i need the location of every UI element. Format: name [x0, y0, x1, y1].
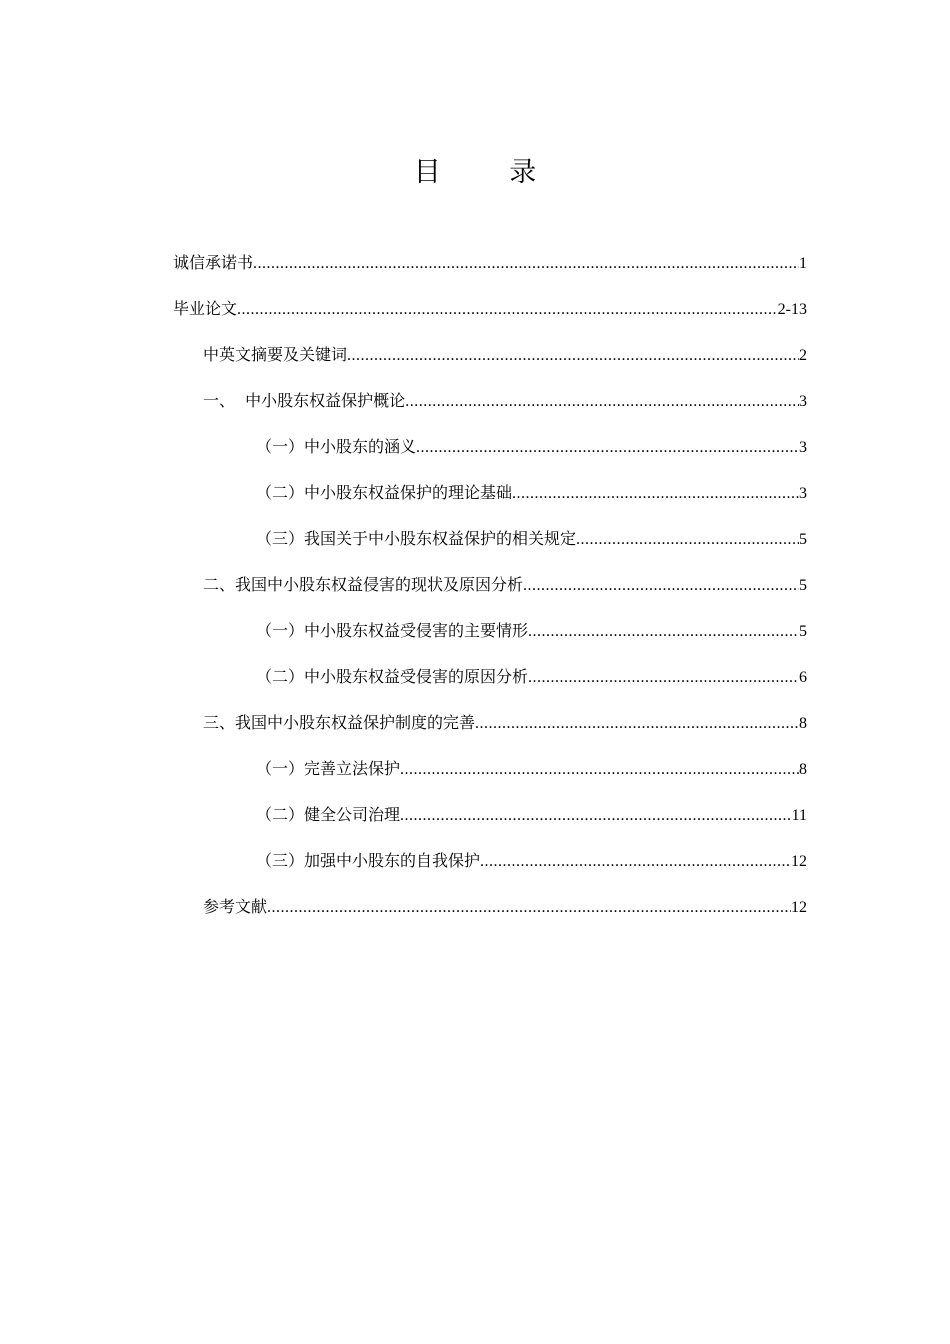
toc-entry-label: （三）加强中小股东的自我保护 [256, 851, 481, 870]
toc-entry-page: 5 [799, 531, 807, 548]
toc-entry-page: 12 [791, 853, 807, 870]
toc-entry-page: 8 [799, 715, 807, 732]
toc-entry-label: 参考文献 [203, 897, 268, 916]
toc-entry-page: 6 [799, 669, 807, 686]
toc-entry-label: 二、我国中小股东权益侵害的现状及原因分析 [203, 575, 524, 594]
toc-entry-label: （三）我国关于中小股东权益保护的相关规定 [256, 529, 577, 548]
toc-entry-label: （二）中小股东权益受侵害的原因分析 [256, 667, 529, 686]
toc-dot-leader [528, 617, 799, 647]
toc-entry[interactable] [256, 754, 807, 784]
toc-dot-leader [267, 893, 791, 923]
toc-entry-page: 3 [799, 393, 807, 410]
toc-entry-page: 2 [799, 347, 807, 364]
toc-entry-page: 3 [799, 485, 807, 502]
toc-dot-leader [237, 295, 778, 325]
toc-entry[interactable] [203, 892, 807, 922]
toc-entry-label: （二）中小股东权益保护的理论基础 [256, 483, 513, 502]
toc-dot-leader [523, 571, 799, 601]
toc-dot-leader [405, 387, 799, 417]
toc-entry[interactable] [256, 616, 807, 646]
toc-entry-label: 三、我国中小股东权益保护制度的完善 [203, 713, 476, 732]
toc-dot-leader [576, 525, 799, 555]
toc-entry[interactable] [256, 662, 807, 692]
toc-entry-label: 一、 中小股东权益保护概论 [203, 391, 406, 410]
toc-dot-leader [528, 663, 799, 693]
toc-entry-page: 1 [799, 255, 807, 272]
toc-entry[interactable] [256, 432, 807, 462]
toc-entry[interactable] [203, 386, 807, 416]
toc-entry[interactable] [173, 294, 807, 324]
toc-dot-leader [400, 755, 799, 785]
toc-entry[interactable] [173, 248, 807, 278]
toc-entry-label: （一）完善立法保护 [256, 759, 401, 778]
page-title: 目 录 [413, 157, 567, 188]
toc-dot-leader [475, 709, 799, 739]
toc-entry[interactable] [256, 800, 807, 830]
toc-entry-label: （二）健全公司治理 [256, 805, 401, 824]
toc-entry[interactable] [203, 340, 807, 370]
toc-entry-page: 2-13 [777, 301, 807, 318]
toc-entry-page: 5 [799, 577, 807, 594]
toc-entry-label: （一）中小股东权益受侵害的主要情形 [256, 621, 529, 640]
toc-dot-leader [512, 479, 799, 509]
toc-dot-leader [480, 847, 791, 877]
toc-entry-page: 12 [791, 899, 807, 916]
toc-entry-label: （一）中小股东的涵义 [256, 437, 417, 456]
toc-entry-page: 8 [799, 761, 807, 778]
toc-entry[interactable] [203, 708, 807, 738]
toc-entry-label: 毕业论文 [173, 299, 238, 318]
toc-entry-page: 5 [799, 623, 807, 640]
toc-dot-leader [347, 341, 799, 371]
toc-entry[interactable] [256, 478, 807, 508]
toc-entry-page: 3 [799, 439, 807, 456]
toc-entry[interactable] [256, 846, 807, 876]
toc-dot-leader [400, 801, 792, 831]
toc-entry-page: 11 [791, 807, 807, 824]
toc-entry-label: 诚信承诺书 [173, 253, 254, 272]
toc-entry[interactable] [203, 570, 807, 600]
toc-dot-leader [416, 433, 799, 463]
toc-entry[interactable] [256, 524, 807, 554]
toc-dot-leader [253, 249, 799, 279]
toc-entry-label: 中英文摘要及关键词 [203, 345, 348, 364]
